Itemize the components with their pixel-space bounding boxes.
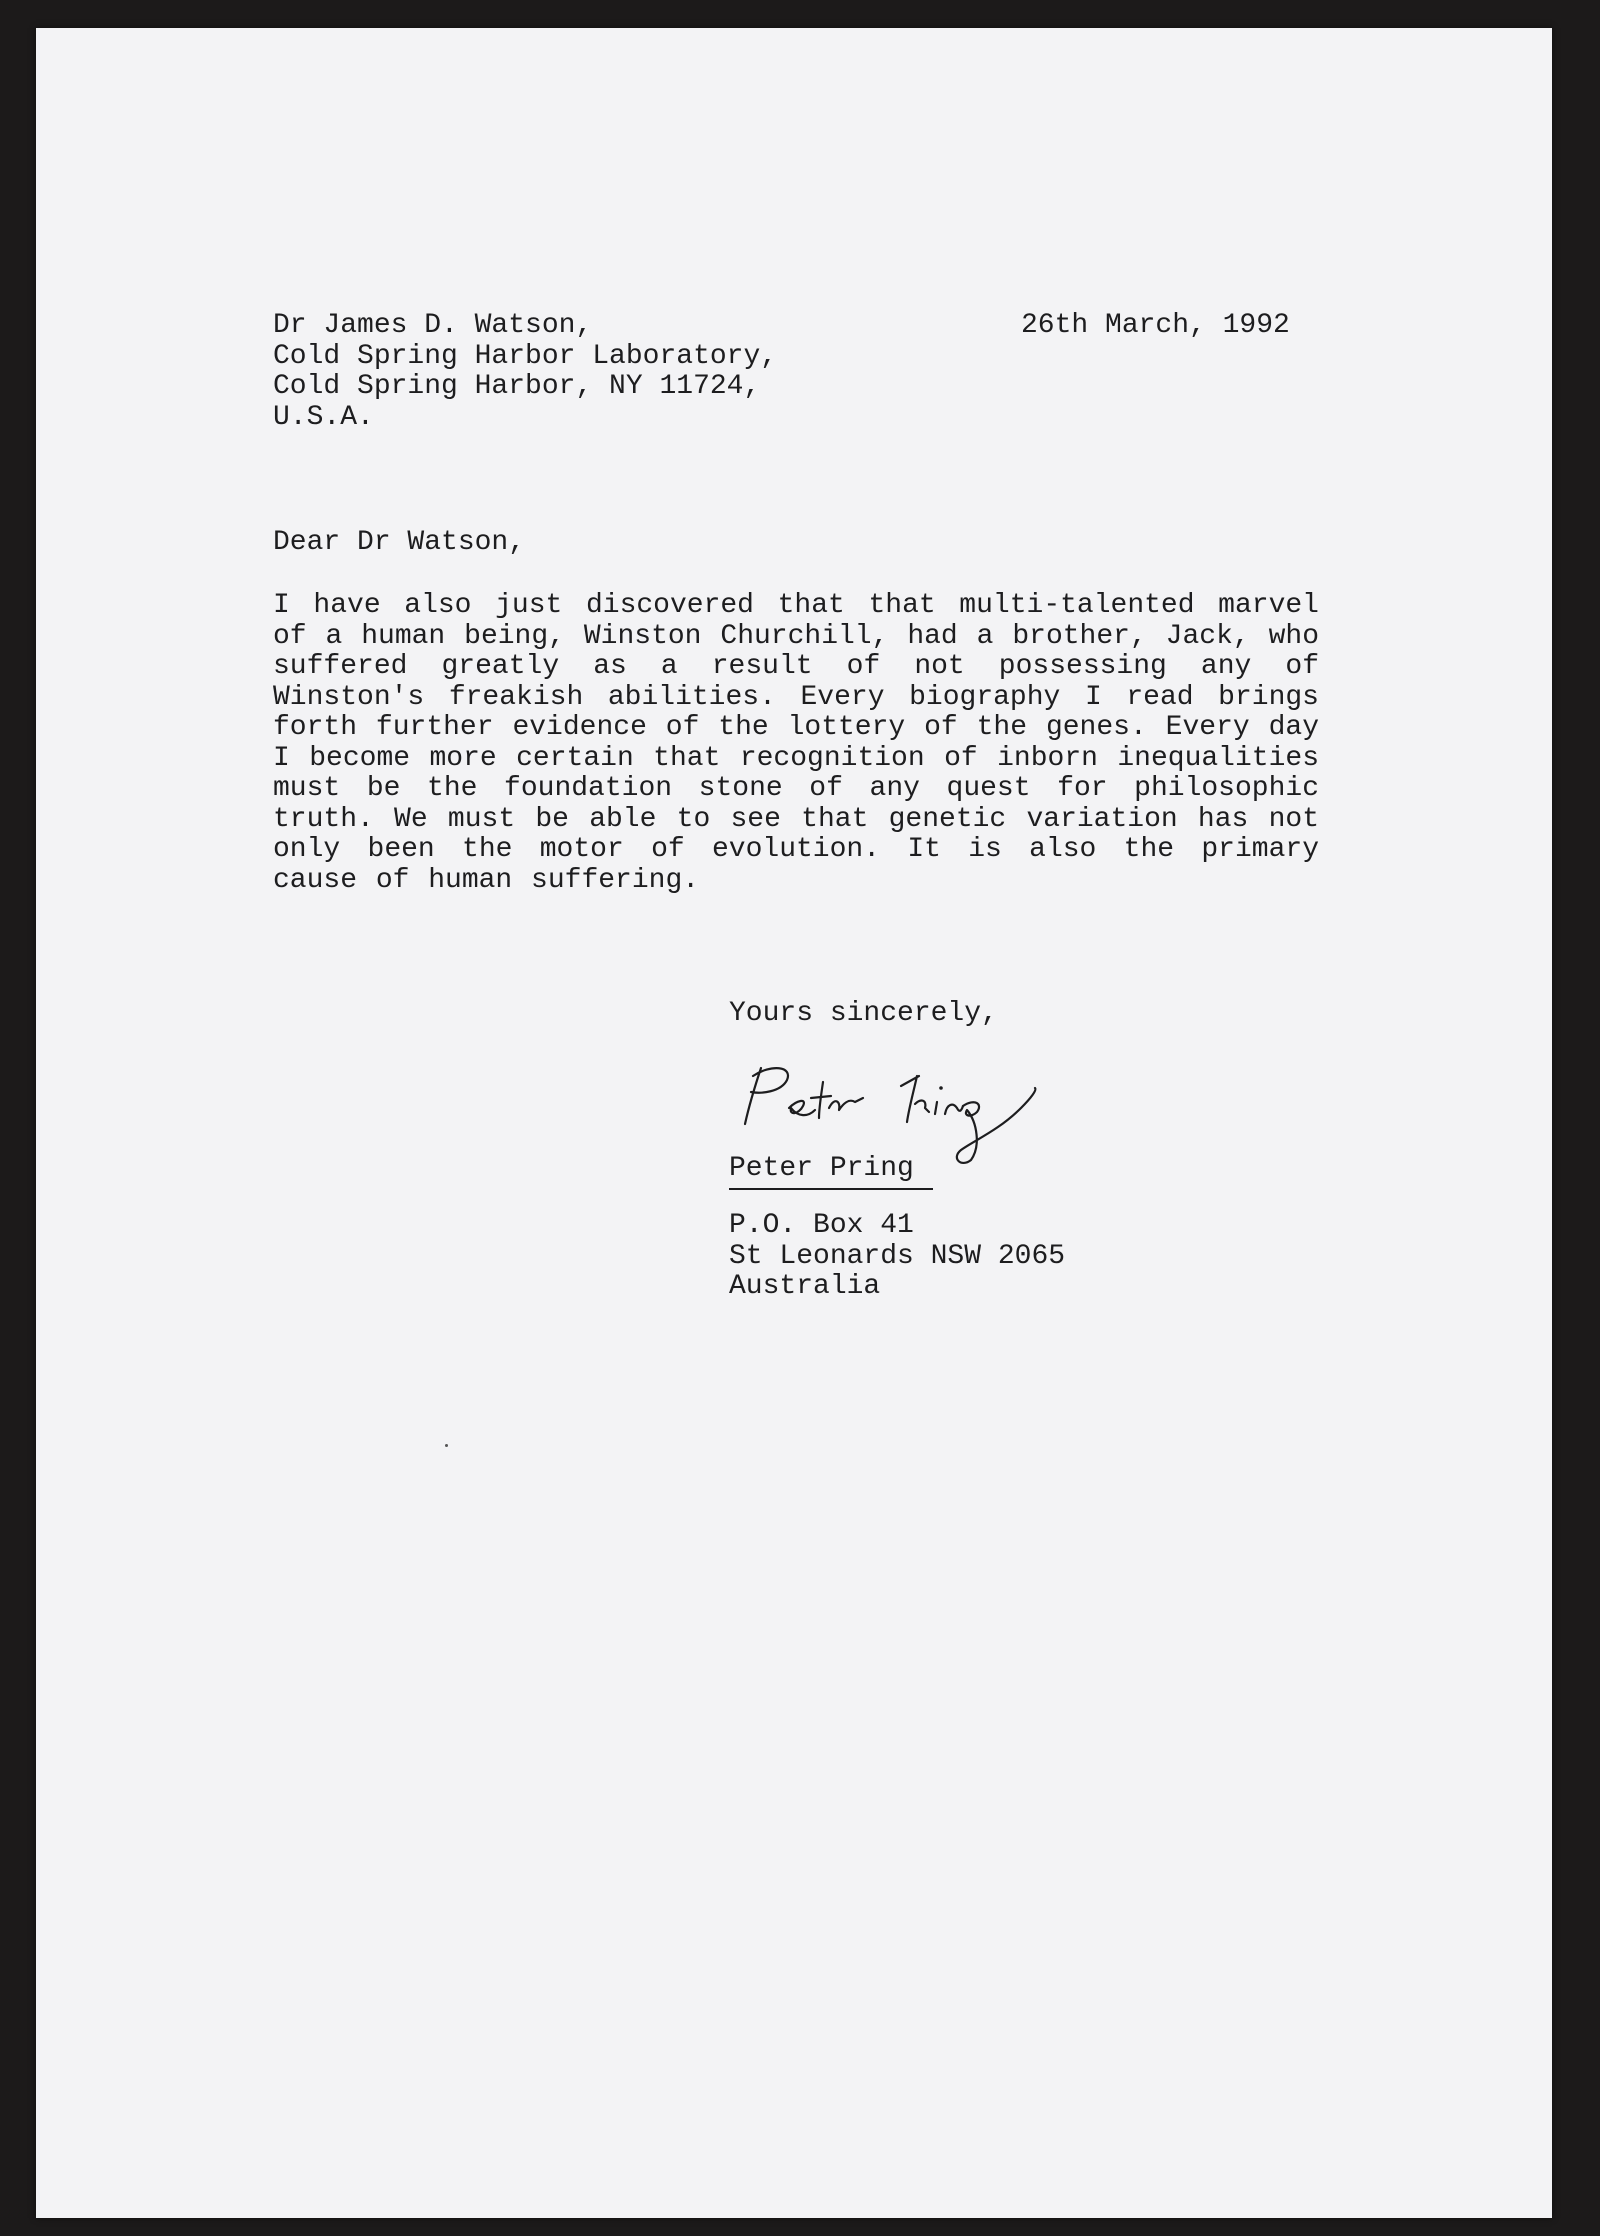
sender-address-line: St Leonards NSW 2065 <box>729 1240 1066 1272</box>
recipient-line: Dr James D. Watson, <box>273 310 593 341</box>
recipient-line: Cold Spring Harbor Laboratory, <box>273 340 778 372</box>
signature-underline <box>729 1188 933 1190</box>
letter-body: I have also just discovered that that multi-talented marvel of a human being, Winston Churchill, had a brother, Jack, who suffered greatly as a result of not possessing any of Winston's freakish abilities. Every biography I read brings forth further evidence of the lottery of the genes. Every day I become more certain that recognition of inborn inequalities must be the foundation stone of any quest for philosophic truth. We must be able to see that genetic variation has not only been the motor of evolution. It is also the primary cause of human suffering. <box>273 590 1319 896</box>
sender-address-line: P.O. Box 41 <box>729 1210 914 1241</box>
letter-date: 26th March, 1992 <box>1021 310 1290 341</box>
salutation: Dear Dr Watson, <box>273 527 526 558</box>
printed-signatory-name: Peter Pring <box>729 1153 914 1184</box>
sender-address <box>729 1211 1065 1303</box>
recipient-line: Cold Spring Harbor, NY 11724, <box>273 371 761 402</box>
closing: Yours sincerely, <box>729 998 998 1029</box>
recipient-address <box>273 311 777 433</box>
paper-speck <box>445 1444 448 1447</box>
sender-address-line: Australia <box>729 1271 881 1302</box>
letter-page <box>36 28 1552 2218</box>
recipient-line: U.S.A. <box>273 401 374 433</box>
